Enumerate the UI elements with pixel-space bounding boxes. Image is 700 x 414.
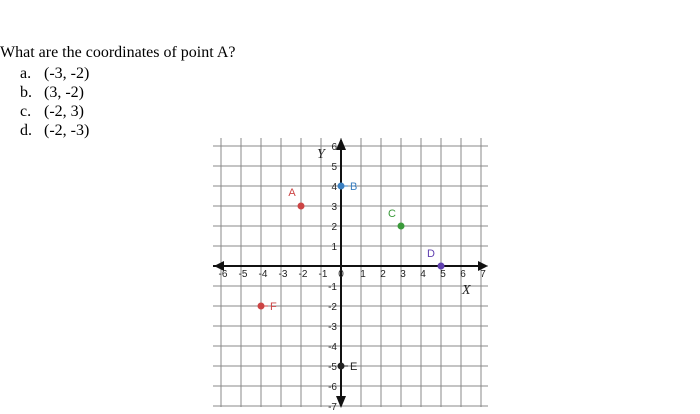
x-tick-label: -4 [258, 269, 268, 280]
y-tick-label: -4 [328, 342, 337, 353]
x-tick-label: 2 [380, 269, 386, 280]
option-letter: d. [20, 122, 32, 139]
x-tick-label: 1 [360, 269, 366, 280]
point-a [298, 203, 305, 210]
x-tick-label: 3 [400, 269, 406, 280]
y-tick-label: 6 [331, 142, 337, 153]
x-tick-label: 0 [338, 269, 344, 280]
y-tick-label: -6 [328, 382, 337, 393]
point-f [258, 303, 265, 310]
point-label-f: F [270, 301, 277, 313]
y-tick-label: 4 [331, 182, 337, 193]
y-axis-label: Y [317, 147, 325, 162]
point-label-c: C [388, 208, 396, 220]
y-tick-label: -1 [328, 282, 337, 293]
y-axis-arrow [336, 138, 346, 150]
x-tick-label: 5 [440, 269, 446, 280]
point-label-e: E [350, 361, 358, 373]
y-tick-label: 3 [331, 202, 337, 213]
option-text: (-2, -3) [44, 122, 90, 139]
point-b [338, 183, 345, 190]
option-letter: c. [20, 103, 32, 120]
y-tick-label: -5 [328, 362, 337, 373]
y-tick-label: -3 [328, 322, 337, 333]
point-label-a: A [288, 187, 296, 199]
option-text: (-2, 3) [44, 103, 84, 120]
y-tick-label: -2 [328, 302, 337, 313]
point-label-b: B [350, 181, 358, 193]
x-tick-label: -6 [218, 269, 228, 280]
x-tick-label: -2 [298, 269, 308, 280]
point-label-d: D [427, 248, 435, 260]
option-letter: b. [20, 84, 32, 101]
x-axis-label: X [462, 283, 471, 298]
question-text: What are the coordinates of point A? [0, 44, 236, 61]
x-tick-label: 7 [480, 269, 486, 280]
point-e [338, 363, 345, 370]
x-tick-label: -5 [238, 269, 248, 280]
x-tick-label: 4 [420, 269, 426, 280]
y-tick-label: 1 [331, 242, 337, 253]
option-text: (-3, -2) [44, 65, 90, 82]
option-letter: a. [20, 65, 32, 82]
point-c [398, 223, 405, 230]
x-tick-label: -3 [278, 269, 288, 280]
option-text: (3, -2) [44, 84, 84, 101]
x-tick-label: -1 [318, 269, 328, 280]
y-tick-label: 5 [331, 162, 337, 173]
y-tick-label: 2 [331, 222, 337, 233]
point-d [438, 263, 445, 270]
y-tick-label: -7 [328, 402, 337, 413]
x-tick-label: 6 [460, 269, 466, 280]
